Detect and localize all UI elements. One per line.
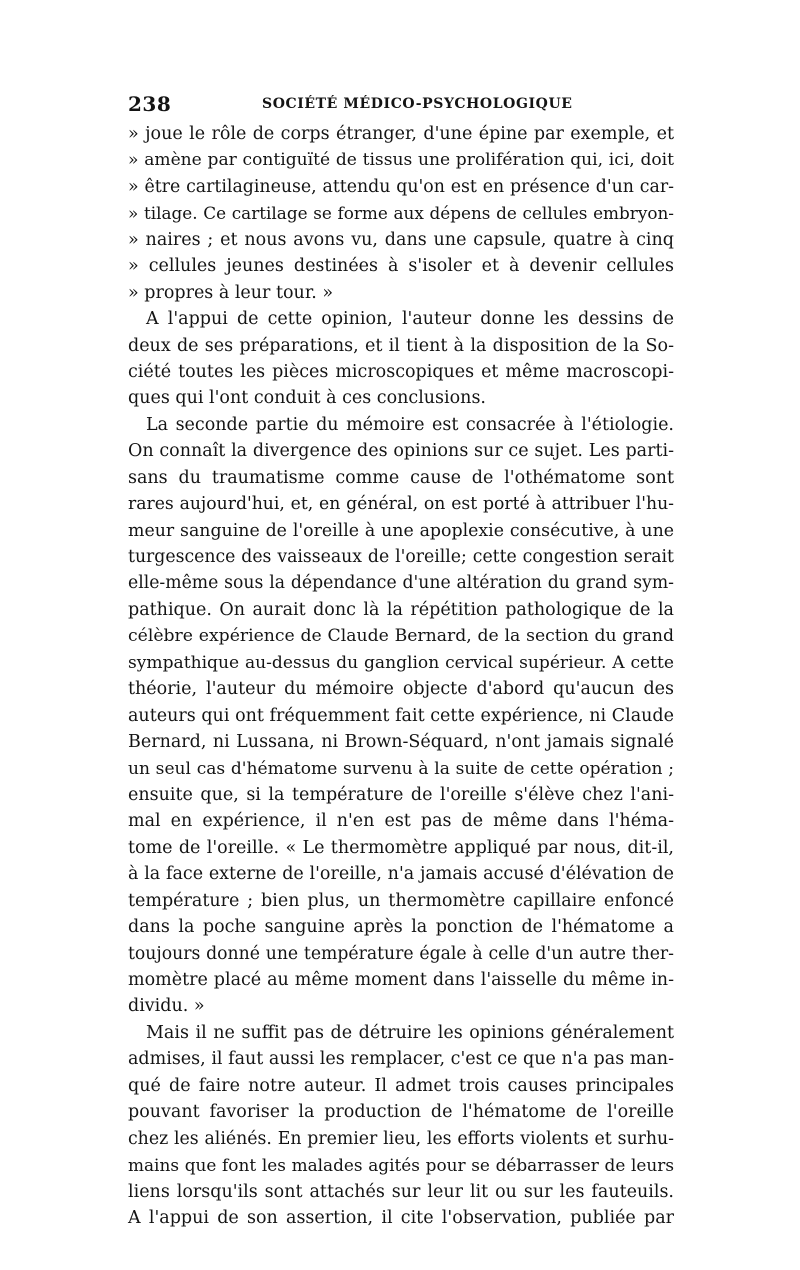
text-line: A l'appui de son assertion, il cite l'observation, publiée par xyxy=(128,1207,674,1228)
text-line: à la face externe de l'oreille, n'a jamais accusé d'élévation de xyxy=(128,864,674,885)
text-line: ensuite que, si la température de l'oreille s'élève chez l'ani- xyxy=(128,784,674,805)
text-line: sympathique au-dessus du ganglion cervical supérieur. A cette xyxy=(128,652,674,673)
text-line: deux de ses préparations, et il tient à la disposition de la So- xyxy=(128,335,674,356)
text-line: turgescence des vaisseaux de l'oreille; cette congestion serait xyxy=(128,547,674,567)
text-line: un seul cas d'hématome survenu à la suite de cette opération ; xyxy=(128,758,674,779)
text-line: » être cartilagineuse, attendu qu'on est en présence d'un car- xyxy=(128,176,674,197)
text-line: A l'appui de cette opinion, l'auteur donne les dessins de xyxy=(146,309,674,330)
text-line: dividu. » xyxy=(128,996,205,1017)
text-line: » propres à leur tour. » xyxy=(128,282,334,303)
page-number: 238 xyxy=(128,92,172,116)
text-line: » naires ; et nous avons vu, dans une capsule, quatre à cinq xyxy=(128,229,674,250)
text-line: momètre placé au même moment dans l'aisselle du même in- xyxy=(128,970,674,990)
text-line: célèbre expérience de Claude Bernard, de la section du grand xyxy=(128,626,674,647)
text-line: Mais il ne suffit pas de détruire les opinions généralement xyxy=(146,1022,674,1043)
text-line: La seconde partie du mémoire est consacrée à l'étiologie. xyxy=(146,414,674,435)
text-line: auteurs qui ont fréquemment fait cette expérience, ni Claude xyxy=(128,705,674,726)
text-line: admises, il faut aussi les remplacer, c'est ce que n'a pas man- xyxy=(128,1049,674,1070)
text-line: meur sanguine de l'oreille à une apoplexie consécutive, à une xyxy=(128,520,674,541)
running-head: SOCIÉTÉ MÉDICO-PSYCHOLOGIQUE xyxy=(262,96,573,112)
text-line: » amène par contiguïté de tissus une prolifération qui, ici, doit xyxy=(128,150,674,171)
text-line: rares aujourd'hui, et, en général, on est porté à attribuer l'hu- xyxy=(128,494,674,515)
text-line: ques qui l'ont conduit à ces conclusions. xyxy=(128,388,486,409)
text-line: ciété toutes les pièces microscopiques et même macroscopi- xyxy=(128,361,674,382)
text-line: elle-même sous la dépendance d'une altération du grand sym- xyxy=(128,573,674,594)
text-line: mains que font les malades agités pour se débarrasser de leurs xyxy=(128,1155,674,1176)
text-line: température ; bien plus, un thermomètre capillaire enfoncé xyxy=(128,890,674,911)
text-line: liens lorsqu'ils sont attachés sur leur lit ou sur les fauteuils. xyxy=(128,1181,674,1202)
page-header xyxy=(128,92,673,120)
text-line: tome de l'oreille. « Le thermomètre appliqué par nous, dit-il, xyxy=(128,837,674,858)
text-line: qué de faire notre auteur. Il admet trois causes principales xyxy=(128,1075,674,1096)
text-line: pouvant favoriser la production de l'hématome de l'oreille xyxy=(128,1102,674,1123)
text-line: On connaît la divergence des opinions sur ce sujet. Les parti- xyxy=(128,441,674,462)
text-line: théorie, l'auteur du mémoire objecte d'abord qu'aucun des xyxy=(128,679,674,700)
text-line: sans du traumatisme comme cause de l'othématome sont xyxy=(128,467,674,488)
text-line: pathique. On aurait donc là la répétition pathologique de la xyxy=(128,599,674,620)
text-line: » cellules jeunes destinées à s'isoler et à devenir cellules xyxy=(128,256,674,277)
text-line: chez les aliénés. En premier lieu, les efforts violents et surhu- xyxy=(128,1128,674,1149)
text-line: » tilage. Ce cartilage se forme aux dépens de cellules embryon- xyxy=(128,203,674,224)
body-text xyxy=(128,121,674,1231)
text-line: mal en expérience, il n'en est pas de même dans l'héma- xyxy=(128,811,674,832)
text-line: toujours donné une température égale à celle d'un autre ther- xyxy=(128,943,674,964)
text-line: dans la poche sanguine après la ponction de l'hématome a xyxy=(128,917,674,938)
text-line: Bernard, ni Lussana, ni Brown-Séquard, n'ont jamais signalé xyxy=(128,732,674,753)
text-line: » joue le rôle de corps étranger, d'une épine par exemple, et xyxy=(128,124,674,144)
